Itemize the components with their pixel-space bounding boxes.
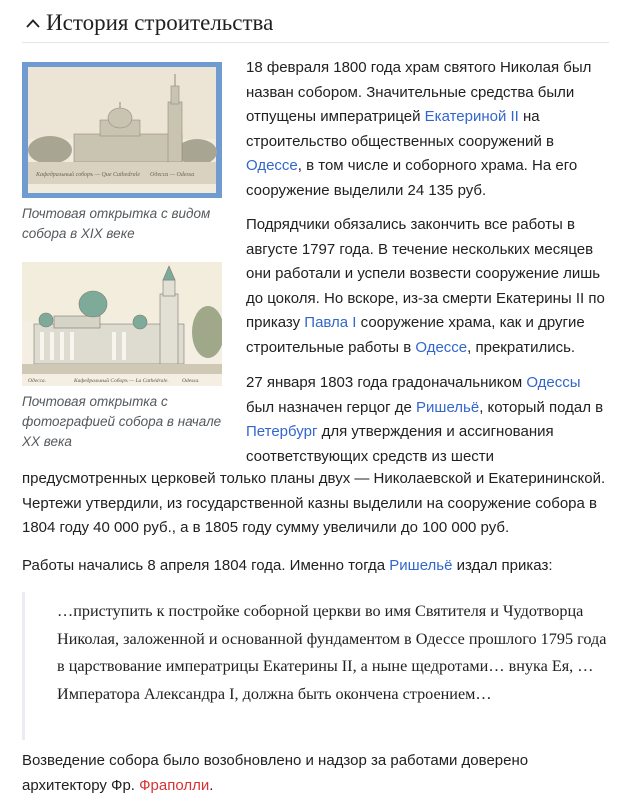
paragraph: 18 февраля 1800 года храм святого Николая был назван собором. Значительные средства были отпущены императрицей Екатериной II на строительство общественных сооружений в Одессе, в том числе и соборного храма. На его сооружение выделили 24 135 руб. [246, 59, 592, 199]
link-richelieu[interactable]: Ришельё [389, 557, 453, 574]
paragraph: 27 января 1803 года градоначальником Одессы был назначен герцог де Ришельё, который подал в Петербург для утверждения и ассигнования соответствующих средств из шести [246, 374, 604, 465]
link-odessy[interactable]: Одессы [526, 374, 581, 391]
figure-postcard-19th-century [22, 62, 222, 244]
postcard1-caption-right: Одесса — Odessa [150, 172, 195, 178]
link-odessa[interactable]: Одессе [246, 157, 298, 174]
link-odessa[interactable]: Одессе [415, 338, 468, 356]
figure-caption: Почтовая открытка с видом собора в XIX веке [22, 206, 211, 241]
link-peterburg[interactable]: Петербург [246, 423, 318, 440]
figure-caption: Почтовая открытка с фотографией собора в начале XX века [22, 394, 222, 449]
postcard1-caption-left: Кафедральный соборъ — Que Cathedrale [36, 172, 140, 178]
blockquote: …приступить к постройке соборной церкви во имя Святителя и Чудотворца Николая, заложенной и основанной фундаментом в Одессе прошлого 1795 года в царствование императрицы Екатерины II, а ныне щедротами… внука Ея, … Императора Александра I, должна быть окончена строением… [22, 592, 609, 740]
section-title: История строительства [46, 10, 274, 35]
paragraph-continuation: предусмотренных церковей только планы двух — Николаевской и Екатерининской. Чертежи утвердили, из государственной казны выделили на сооружение собора в 1804 году 40 000 руб., а в 1805 году сумму увеличили до 100 000 руб. [22, 470, 606, 536]
postcard-image-19th-century[interactable] [22, 62, 222, 198]
postcard2-caption-right: Odessa. [182, 378, 200, 384]
link-richelieu[interactable]: Ришельё [416, 398, 480, 416]
link-frapolli[interactable]: Фраполли [139, 776, 210, 794]
chevron-up-icon[interactable] [22, 11, 44, 35]
postcard2-caption-middle: Кафедральный Соборъ — La Cathédrale. [74, 378, 169, 384]
link-ekaterina-ii[interactable]: Екатериной II [424, 108, 519, 125]
paragraph: Возведение собора было возобновлено и надзор за работами доверено архитектору Фр. Фраполли. [22, 752, 529, 794]
section-header[interactable] [22, 4, 609, 43]
postcard2-caption-left: Одесса. [28, 378, 47, 384]
paragraph: Подрядчики обязались закончить все работы в августе 1797 года. В течение нескольких месяцев они работали и успели возвести сооружение лишь до цоколя. Но вскоре, из-за смерти Екатерины II по приказу Павла I сооружение храма, как и другие строительные работы в Одессе, прекратились. [246, 216, 605, 356]
postcard-image-20th-century[interactable] [22, 262, 222, 386]
link-pavel-i[interactable]: Павла I [304, 314, 357, 331]
figure-postcard-20th-century [22, 262, 222, 452]
paragraph: Работы начались 8 апреля 1804 года. Именно тогда Ришельё издал приказ: [22, 557, 553, 574]
